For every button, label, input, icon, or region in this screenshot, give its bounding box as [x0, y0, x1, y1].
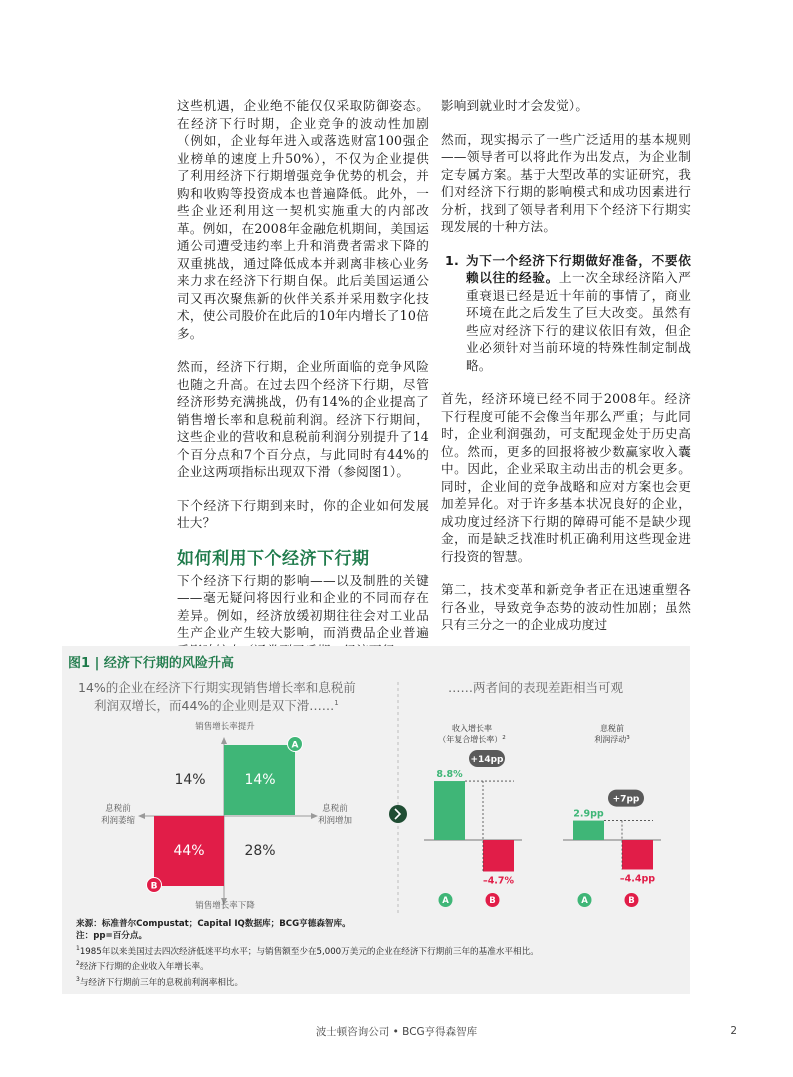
marker-a-label: A: [291, 740, 299, 751]
marker-b-label: B: [150, 881, 158, 892]
panel2-sup: 3: [626, 735, 630, 741]
paragraph: 这些机遇，企业绝不能仅仅采取防御姿态。在经济下行时期，企业竞争的波动性加剧（例如，企业每年进入或落选财富100强企业榜单的速度上升50%），不仅为企业提供了利用经济下行期增强竞争优势的机会，并购和收购等投资成本也普遍降低。此外，一些企业还利用这一契机实施重大的内部改革。例如，在2008年金融危机期间，美国运通公司遭受违约率上升和消费者需求下降的双重挑战，通过降低成本并剥离非核心业务来力求在经济下行期自保。此后美国运通公司又再次聚焦新的伙伴关系并采用数字化技术，使公司股价在此后的10年内增长了10倍多。: [177, 98, 429, 341]
list-item-text: 上一次全球经济陷入严重衰退已经是近十年前的事情了，商业环境在此之后发生了巨大改变。虽然有些应对经济下行的建议依旧有效，但企业必须针对当前环境的特殊性制定制战略。: [466, 270, 691, 373]
arrow-left-icon: [138, 813, 145, 819]
value-label-a: 2.9pp: [573, 808, 604, 820]
right-caption: ……两者间的表现差距相当可观: [448, 680, 624, 695]
footnote-2: [76, 958, 676, 974]
footnote-2-text: 经济下行期的企业收入年增长率。: [79, 962, 209, 973]
paragraph: 下个经济下行期的影响——以及制胜的关键——毫无疑问将因行业和企业的不同而存在差异。例如，经济放缓初期往往会对工业品生产企业产生较大影响，而消费品企业普遍: [177, 572, 429, 640]
panel1-title-line1: 收入增长率: [452, 724, 492, 733]
footnote-1: [76, 943, 676, 959]
panel1-title-line2-text: （年复合增长率）: [438, 735, 503, 744]
quadrant-value-bottom-left: 44%: [173, 843, 205, 859]
paragraph: 然而，现实揭示了一些广泛适用的基本规则——领导者可以将此作为出发点，为企业制定专属方案。基于大型改革的实证研究，我们对经济下行期的影响模式和成功因素进行分析，找到了领导者利用下个经济下行期实现发展的十种方法。: [441, 131, 691, 234]
quadrant-value-top-right: 14%: [244, 772, 276, 788]
bar-b: [483, 840, 514, 871]
source-note: 来源：标准普尔Compustat；Capital IQ数据库；BCG亨德森智库。: [76, 919, 351, 929]
section-heading: 如何利用下个经济下行期: [177, 548, 370, 569]
footnote-3: [76, 974, 676, 990]
page-footer: 波士顿咨询公司 • BCG亨得森智库: [315, 1026, 478, 1038]
axis-label-left-line1: 息税前: [105, 804, 131, 814]
left-caption-sup: 1: [334, 699, 339, 707]
marker-b: B: [628, 896, 635, 907]
panel1-sup: 2: [502, 735, 506, 741]
left-caption-line2-text: 利润双增长，而44%的企业则是双下滑……: [94, 698, 335, 713]
panel2-title-line2-text: 利润浮动: [594, 735, 627, 744]
ebit-change-panel: [563, 790, 661, 907]
arrow-up-icon: [221, 737, 227, 744]
paragraph: 首先，经济环境已经不同于2008年。经济下行程度可能不会像当年那么严重；与此同时，企业利润强劲，可支配现金处于历史高位。然而，更多的回报将被少数赢家收入囊中。因此，企业采取主动出击的机会更多。同时，企业间的竞争战略和应对方案也会更加差异化。对于许多基本状况良好的企业，成功度过经济下行期的障碍可能不是缺少现金，而是缺乏找准时机正确利用这些现金进行投资的智慧。: [441, 391, 691, 564]
right-text-column: [441, 97, 691, 650]
gap-label: +7pp: [612, 794, 640, 805]
pp-note: 注：pp=百分点。: [76, 930, 148, 941]
axis-label-top: 销售增长率提升: [195, 722, 255, 732]
paragraph: 下个经济下行期到来时，你的企业如何发展壮大？: [177, 497, 429, 530]
paragraph: 影响到就业时才会发觉）。: [441, 98, 589, 113]
revenue-growth-panel: [424, 750, 522, 907]
gap-label: +14pp: [470, 755, 504, 766]
left-text-column: [177, 97, 429, 675]
figure-chart: [62, 646, 690, 918]
divider-arrow-circle: [389, 805, 407, 823]
marker-a: A: [581, 896, 588, 907]
arrow-right-icon: [311, 813, 318, 819]
left-caption-line2: [94, 698, 339, 713]
bar-b: [622, 840, 653, 869]
page-number: 2: [730, 1025, 737, 1037]
list-item-number: 1.: [445, 252, 459, 268]
panel2-title-line1: 息税前: [600, 724, 624, 733]
footnote-1-num: 1: [76, 944, 80, 952]
axis-label-right-line1: 息税前: [322, 804, 348, 814]
list-item-heading: 为下一个经济下行期做好准备，不要依赖以往的经验。: [466, 252, 691, 285]
value-label-a: 8.8%: [436, 769, 463, 781]
axis-label-left-line2: 利润萎缩: [100, 816, 136, 826]
bar-a: [434, 781, 465, 840]
figure-notes: [76, 919, 676, 990]
marker-a: A: [442, 896, 449, 907]
footnote-3-num: 3: [76, 975, 80, 983]
marker-b: B: [489, 896, 496, 907]
value-label-b: –4.7%: [482, 875, 515, 887]
methods-list: [441, 252, 691, 375]
paragraph: 第二，技术变革和新竞争者正在迅速重塑各行各业，导致竞争态势的波动性加剧；虽然只有三分之一的企业成功度过: [441, 582, 691, 632]
panel2-title-line2: [594, 734, 630, 744]
axis-label-bottom: 销售增长率下降: [195, 901, 255, 911]
figure-title: 图1 | 经济下行期的风险升高: [68, 656, 234, 671]
value-label-b: –4.4pp: [619, 873, 656, 885]
list-item: [441, 252, 691, 375]
footnote-1-text: 1985年以来美国过去四次经济低迷平均水平；与销售额至少在5,000万美元的企业在经济下行期前三年的基准水平相比。: [79, 946, 539, 957]
quadrant-value-top-left: 14%: [174, 772, 206, 788]
quadrant-value-bottom-right: 28%: [244, 843, 276, 859]
axis-label-right-line2: 利润增加: [317, 816, 353, 826]
bar-a: [573, 821, 604, 840]
panel1-title-line2: [438, 734, 506, 744]
left-caption-line1: 14%的企业在经济下行期实现销售增长率和息税前: [78, 680, 356, 695]
footnote-3-text: 与经济下行期前三年的息税前利润率相比。: [79, 977, 244, 988]
paragraph: 然而，经济下行期，企业所面临的竞争风险也随之升高。在过去四个经济下行期，尽管经济形势充满挑战，仍有14%的企业提高了销售增长率和息税前利润。经济下行期间，这些企业的营收和息税前利润分别提升了14个百分点和7个百分点，与此同时有44%的企业这两项指标出现双下滑（参阅图1）。: [177, 359, 429, 479]
footnote-2-num: 2: [76, 960, 80, 968]
